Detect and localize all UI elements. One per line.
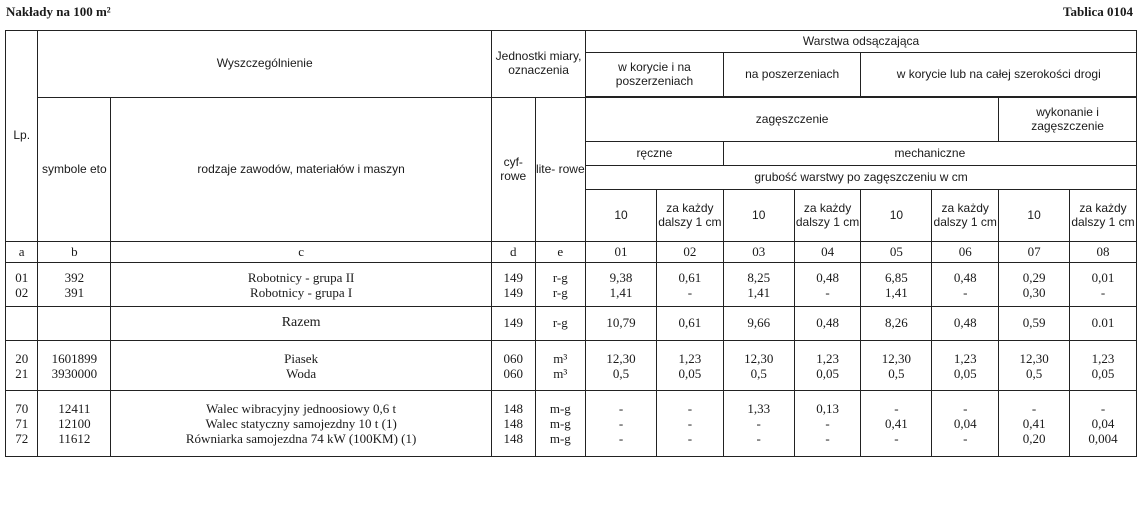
value: - — [756, 431, 761, 446]
cyfrowe-cell — [491, 341, 535, 391]
cyfrowe-value: 060 — [503, 350, 523, 366]
razem-value: 8,26 — [861, 307, 932, 341]
lp-cell — [6, 391, 38, 457]
razem-value: 0,48 — [932, 307, 999, 341]
column-label: c — [111, 242, 492, 263]
cyfrowe-value: 060 — [503, 365, 523, 381]
col-header: za każdy dalszy 1 cm — [1070, 190, 1137, 242]
literowe-value: r-g — [552, 284, 568, 300]
empty-cell — [38, 307, 111, 341]
warstwa-header: Warstwa odsączająca — [586, 31, 1137, 53]
grubosc-header: grubość warstwy po zagęszczeniu w cm — [586, 166, 1137, 190]
value: - — [687, 284, 693, 300]
zageszczenie-header: zagęszczenie — [586, 98, 999, 142]
table-number: Tablica 0104 — [1063, 4, 1133, 19]
value: 1,41 — [885, 284, 908, 300]
col-header: 10 — [586, 190, 657, 242]
column-label: 03 — [723, 242, 794, 263]
literowe-value: m-g — [549, 401, 571, 416]
literowe-cell — [535, 263, 586, 307]
units-header: Jednostki miary, oznaczenia — [491, 31, 585, 98]
value-cell — [794, 341, 861, 391]
value: 1,23 — [953, 350, 977, 366]
value: - — [963, 401, 968, 416]
value: 0,01 — [1091, 269, 1115, 285]
value: 0,5 — [888, 365, 905, 381]
table-row-group — [6, 391, 1137, 457]
value: 0,41 — [1022, 416, 1046, 431]
literowe-cell — [535, 341, 586, 391]
mechaniczne-header: mechaniczne — [723, 142, 1136, 166]
cyfrowe-value: 149 — [503, 269, 523, 285]
razem-value: 10,79 — [586, 307, 657, 341]
literowe-value: m-g — [549, 416, 571, 431]
value: 0,30 — [1022, 284, 1046, 300]
lp-cell — [6, 341, 38, 391]
literowe-header: lite- rowe — [535, 98, 586, 242]
value: 0,5 — [612, 365, 630, 381]
value: - — [618, 431, 624, 446]
symbol-value: 11612 — [58, 431, 91, 446]
value: 0,48 — [816, 269, 839, 285]
lp-value: 02 — [15, 284, 29, 300]
na-poszerzeniach-header: na poszerzeniach — [723, 53, 861, 97]
value: 1,41 — [747, 284, 771, 300]
name-value: Woda — [286, 365, 317, 381]
symbol-value: 392 — [64, 269, 85, 285]
value: - — [1100, 401, 1106, 416]
name-value: Robotnicy - grupa II — [247, 269, 355, 285]
value: 0,004 — [1088, 431, 1118, 446]
lp-cell — [6, 263, 38, 307]
value: 0,04 — [1091, 416, 1115, 431]
value-cell — [932, 391, 999, 457]
symbol-value: 3930000 — [51, 365, 98, 381]
column-label: 08 — [1070, 242, 1137, 263]
value: 0,5 — [750, 365, 767, 381]
name-cell — [111, 341, 492, 391]
value: 12,30 — [744, 350, 774, 366]
cyfrowe-value: 148 — [503, 416, 523, 431]
lp-value: 71 — [15, 416, 29, 431]
reczne-header: ręczne — [586, 142, 724, 166]
value: - — [687, 431, 693, 446]
value: 0,13 — [816, 401, 839, 416]
cyfrowe-cell — [491, 391, 535, 457]
column-label: 05 — [861, 242, 932, 263]
lp-value: 01 — [15, 269, 29, 285]
value: - — [825, 284, 830, 300]
column-label: 07 — [999, 242, 1070, 263]
value: 1,23 — [1091, 350, 1115, 366]
value: 0,5 — [1025, 365, 1043, 381]
column-label: e — [535, 242, 586, 263]
lp-value: 70 — [15, 401, 29, 416]
razem-value: 0,48 — [794, 307, 861, 341]
column-label: 04 — [794, 242, 861, 263]
value-cell — [932, 341, 999, 391]
value-cell — [1070, 341, 1137, 391]
value: 0,29 — [1022, 269, 1046, 285]
razem-label: Razem — [111, 307, 492, 341]
value: 9,38 — [609, 269, 633, 285]
value-cell — [656, 341, 723, 391]
table-row-group — [6, 341, 1137, 391]
literowe-value: m³ — [553, 365, 568, 381]
lp-value: 21 — [15, 365, 29, 381]
wyszczegolnienie-header: Wyszczególnienie — [38, 31, 492, 98]
cyfrowe-header: cyf- rowe — [491, 98, 535, 242]
value-cell — [586, 391, 657, 457]
literowe-value: m-g — [549, 431, 571, 446]
wykonanie-header: wykonanie i zagęszczenie — [999, 98, 1137, 142]
symbol-value: 12100 — [58, 416, 91, 431]
col-header: za każdy dalszy 1 cm — [794, 190, 861, 242]
value: - — [825, 416, 830, 431]
value: 0,48 — [953, 269, 977, 285]
column-label: 06 — [932, 242, 999, 263]
value: - — [687, 401, 693, 416]
value: 6,85 — [885, 269, 908, 285]
value: 0,05 — [678, 365, 702, 381]
cyfrowe-cell — [491, 263, 535, 307]
razem-row — [6, 307, 1137, 341]
lp-value: 20 — [15, 350, 29, 366]
name-cell — [111, 263, 492, 307]
cyfrowe-value: 148 — [503, 431, 523, 446]
column-label: 02 — [656, 242, 723, 263]
value: - — [894, 431, 899, 446]
col-header: 10 — [999, 190, 1070, 242]
value: - — [1100, 284, 1106, 300]
value: - — [618, 401, 624, 416]
value-cell — [999, 391, 1070, 457]
rodzaje-header: rodzaje zawodów, materiałów i maszyn — [111, 98, 492, 242]
name-value: Walec wibracyjny jednoosiowy 0,6 t — [206, 401, 397, 416]
symbol-value: 391 — [64, 284, 85, 300]
value: - — [825, 431, 830, 446]
value: 0,41 — [885, 416, 908, 431]
value: 12,30 — [606, 350, 636, 366]
value: 1,33 — [747, 401, 771, 416]
col-header: za każdy dalszy 1 cm — [932, 190, 999, 242]
value: 0,05 — [816, 365, 839, 381]
value-cell — [932, 263, 999, 307]
symbole-header: symbole eto — [38, 98, 111, 242]
razem-value: 0,61 — [656, 307, 723, 341]
value: 0,04 — [953, 416, 977, 431]
table-caption: Nakłady na 100 m² — [6, 4, 111, 19]
razem-literowe: r-g — [535, 307, 586, 341]
value: 1,23 — [816, 350, 839, 366]
value: 0,05 — [953, 365, 977, 381]
value-cell — [999, 263, 1070, 307]
name-value: Piasek — [284, 350, 319, 366]
table-row-group — [6, 263, 1137, 307]
value-cell — [861, 341, 932, 391]
value-cell — [723, 341, 794, 391]
lp-value: 72 — [15, 431, 29, 446]
value-cell — [794, 263, 861, 307]
symbol-cell — [38, 391, 111, 457]
value: - — [618, 416, 624, 431]
value: 0,20 — [1022, 431, 1046, 446]
symbol-cell — [38, 341, 111, 391]
column-label: b — [38, 242, 111, 263]
name-value: Robotnicy - grupa I — [250, 284, 353, 300]
column-label: d — [491, 242, 535, 263]
norms-table — [5, 30, 1137, 457]
razem-value: 0.01 — [1070, 307, 1137, 341]
symbol-value: 1601899 — [51, 350, 98, 366]
col-header: 10 — [723, 190, 794, 242]
value-cell — [586, 263, 657, 307]
w-korycie-i-na-header: w korycie i na poszerzeniach — [586, 53, 724, 97]
lp-header: Lp. — [6, 31, 38, 242]
column-label: 01 — [586, 242, 657, 263]
razem-cyfrowe: 149 — [491, 307, 535, 341]
value: - — [756, 416, 761, 431]
empty-cell — [6, 307, 38, 341]
column-label: a — [6, 242, 38, 263]
value-cell — [656, 391, 723, 457]
w-korycie-lub-header: w korycie lub na całej szerokości drogi — [861, 53, 1137, 97]
literowe-cell — [535, 391, 586, 457]
literowe-value: r-g — [552, 269, 568, 285]
symbol-cell — [38, 263, 111, 307]
value-cell — [1070, 263, 1137, 307]
razem-value: 0,59 — [999, 307, 1070, 341]
cyfrowe-value: 148 — [503, 401, 523, 416]
value: 12,30 — [1019, 350, 1049, 366]
value: - — [963, 431, 968, 446]
col-header: za każdy dalszy 1 cm — [656, 190, 723, 242]
value: 12,30 — [881, 350, 912, 366]
value-cell — [1070, 391, 1137, 457]
value-cell — [861, 391, 932, 457]
value: 1,23 — [678, 350, 702, 366]
value-cell — [586, 341, 657, 391]
literowe-value: m³ — [553, 350, 568, 366]
cyfrowe-value: 149 — [503, 284, 523, 300]
value-cell — [861, 263, 932, 307]
value-cell — [723, 263, 794, 307]
value-cell — [794, 391, 861, 457]
value-cell — [723, 391, 794, 457]
value-cell — [999, 341, 1070, 391]
value: - — [1031, 401, 1037, 416]
value: 8,25 — [747, 269, 771, 285]
name-value: Równiarka samojezdna 74 kW (100KM) (1) — [185, 431, 417, 446]
value: - — [963, 284, 968, 300]
value: - — [687, 416, 693, 431]
value: - — [894, 401, 899, 416]
value: 0,05 — [1091, 365, 1115, 381]
column-label-row — [6, 242, 1137, 263]
symbol-value: 12411 — [58, 401, 91, 416]
value: 1,41 — [609, 284, 633, 300]
razem-value: 9,66 — [723, 307, 794, 341]
col-header: 10 — [861, 190, 932, 242]
value: 0,61 — [678, 269, 702, 285]
name-cell — [111, 391, 492, 457]
name-value: Walec statyczny samojezdny 10 t (1) — [205, 416, 397, 431]
value-cell — [656, 263, 723, 307]
